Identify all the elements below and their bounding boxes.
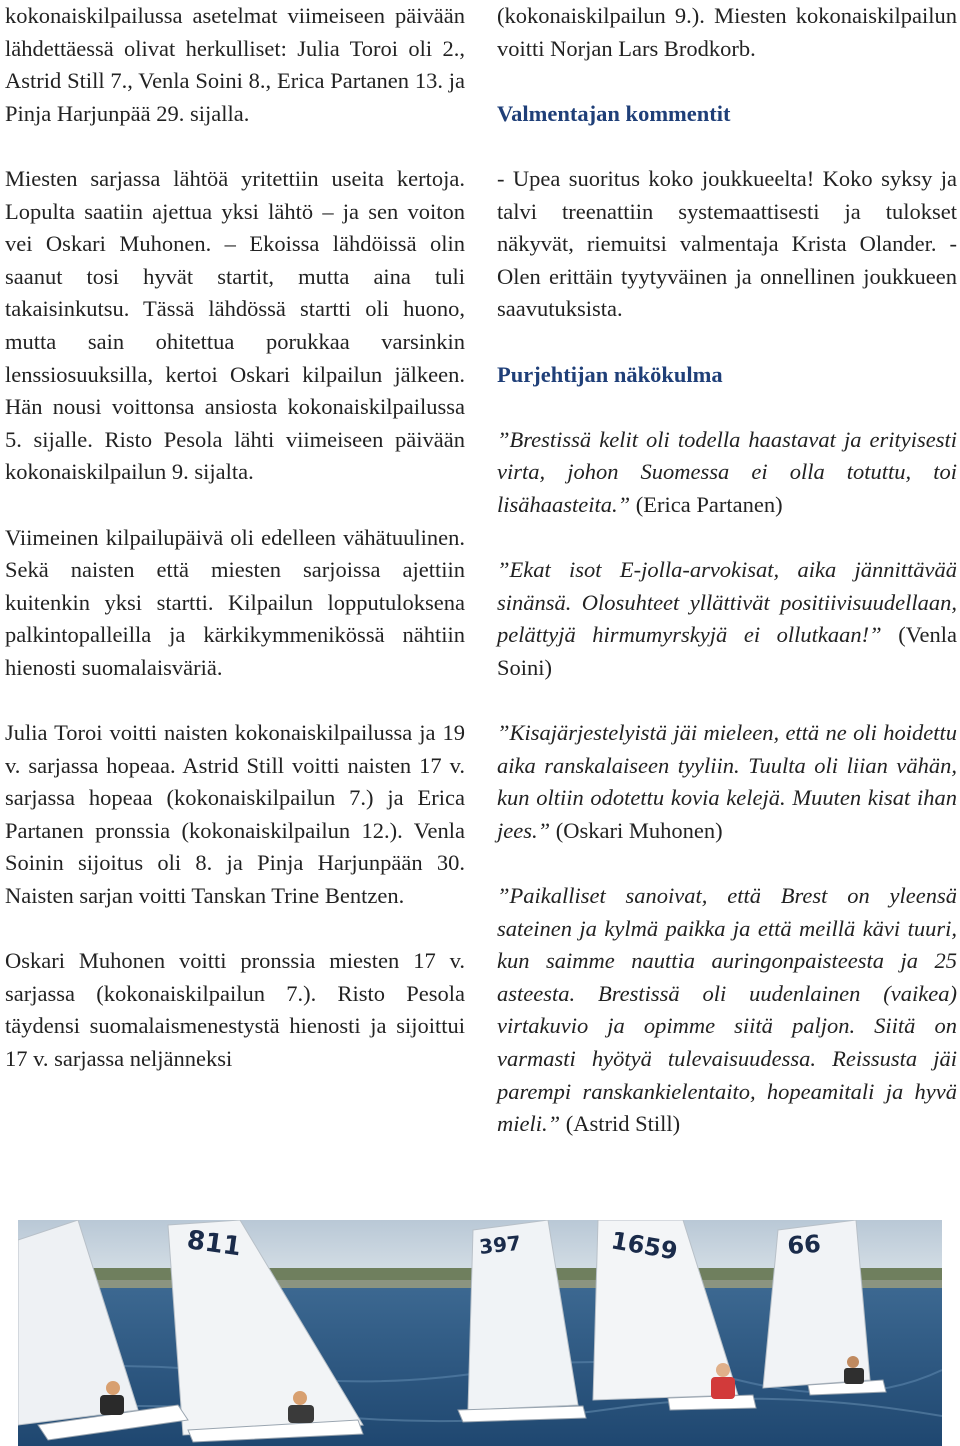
sailing-photo-illustration [18, 1220, 942, 1446]
quote-author: (Venla Soini) [497, 622, 957, 680]
article-paragraph: kokonaiskilpailussa asetelmat viimeiseen päivään lähdettäessä olivat herkulliset: Julia Toroi oli 2., Astrid Still 7., Venla Soini 8., Erica Partanen 13. ja Pinja Harjunpää 29. sijalla. [5, 3, 465, 126]
article-paragraph: (kokonaiskilpailun 9.). Miesten kokonaiskilpailun voitti Norjan Lars Brodkorb. [497, 3, 957, 61]
section-heading: Valmentajan kommentit [497, 100, 731, 126]
section-heading: Purjehtijan näkökulma [497, 361, 723, 387]
athlete-quote [497, 880, 957, 1141]
quote-text: ”Kisajärjestelyistä jäi mieleen, että ne oli hoidettu aika ranskalaiseen tyyliin. Tuulta oli liian vähän, kun oltiin odotettu kovia kelejä. Muuten kisat ihan jees.” [497, 720, 957, 843]
athlete-quote [497, 717, 957, 847]
article-paragraph: - Upea suoritus koko joukkueelta! Koko syksy ja talvi treenattiin systemaattisesti ja tulokset näkyvät, riemuitsi valmentaja Krista Olander. - Olen erittäin tyytyväinen ja onnellinen joukkueen saavutuksista. [497, 165, 957, 322]
quote-text: ”Ekat isot E-jolla-arvokisat, aika jännittävää sinänsä. Olosuhteet yllättivät positiivisuudellaan, pelättyjä hirmumyrskyjä ei ollutkaan!” [497, 557, 957, 648]
quote-author: (Oskari Muhonen) [555, 817, 723, 843]
article-paragraph: Viimeinen kilpailupäivä oli edelleen vähätuulinen. Sekä naisten että miesten sarjoissa ajettiin kuitenkin yksi startti. Kilpailun lopputuloksena palkintopalleilla ja kärkikymmenikössä nähtiin hienosti suomalaisväriä. [5, 524, 465, 680]
quote-author: (Erica Partanen) [635, 491, 783, 517]
athlete-quote [497, 424, 957, 522]
article-paragraph: Miesten sarjassa lähtöä yritettiin useita kertoja. Lopulta saatiin ajettua yksi lähtö – ja sen voiton vei Oskari Muhonen. – Ekoissa lähdöissä olin saanut tosi hyvät startit, mutta aina tuli takaisinkutsu. Tässä lähdössä startti oli huono, mutta sain ohitettua porukkaa varsinkin lenssiosuuksilla, kertoi Oskari kilpailun jälkeen. Hän nousi voittonsa ansiosta kokonaiskilpailussa 5. sijalle. Risto Pesola lähti viimeiseen päivään kokonaiskilpailun 9. sijalta. [5, 165, 465, 485]
right-column [497, 0, 957, 1141]
sail-number: 66 [786, 1229, 822, 1260]
athlete-quote [497, 554, 957, 684]
quote-text: ”Paikalliset sanoivat, että Brest on yleensä sateinen ja kylmä paikka ja että meillä kävi tuuri, kun saimme nauttia auringonpaisteesta ja 25 asteesta. Brestissä oli uudenlainen (vaikea) virtakuvio ja opimme siitä paljon. Siitä on varmasti hyötyä tulevaisuudessa. Reissusta jäi parempi ranskankielentaito, hopeamitali ja hyvä mieli.” [497, 883, 957, 1137]
quote-author: (Astrid Still) [565, 1111, 681, 1137]
quote-text: ”Brestissä kelit oli todella haastavat ja erityisesti virta, johon Suomessa ei olla totuttu, toi lisähaasteita.” [497, 426, 957, 517]
sail-number: 1659 [608, 1226, 680, 1266]
sailing-photo [18, 1220, 942, 1446]
sail-number: 397 [478, 1230, 523, 1259]
article-paragraph: Julia Toroi voitti naisten kokonaiskilpailussa ja 19 v. sarjassa hopeaa. Astrid Still voitti naisten 17 v. sarjassa hopeaa (kokonaiskilpailun 7.) ja Erica Partanen pronssia (kokonaiskilpailun 12.). Venla Soinin sijoitus oli 8. ja Pinja Harjunpään 30. Naisten sarjan voitti Tanskan Trine Bentzen. [5, 720, 465, 909]
article-paragraph: Oskari Muhonen voitti pronssia miesten 17 v. sarjassa (kokonaiskilpailun 7.). Risto Pesola täydensi suomalaismenestystä hienosti ja sijoittui 17 v. sarjassa neljänneksi [5, 948, 465, 1071]
sail-number: 811 [185, 1225, 243, 1263]
left-column [5, 0, 465, 1076]
